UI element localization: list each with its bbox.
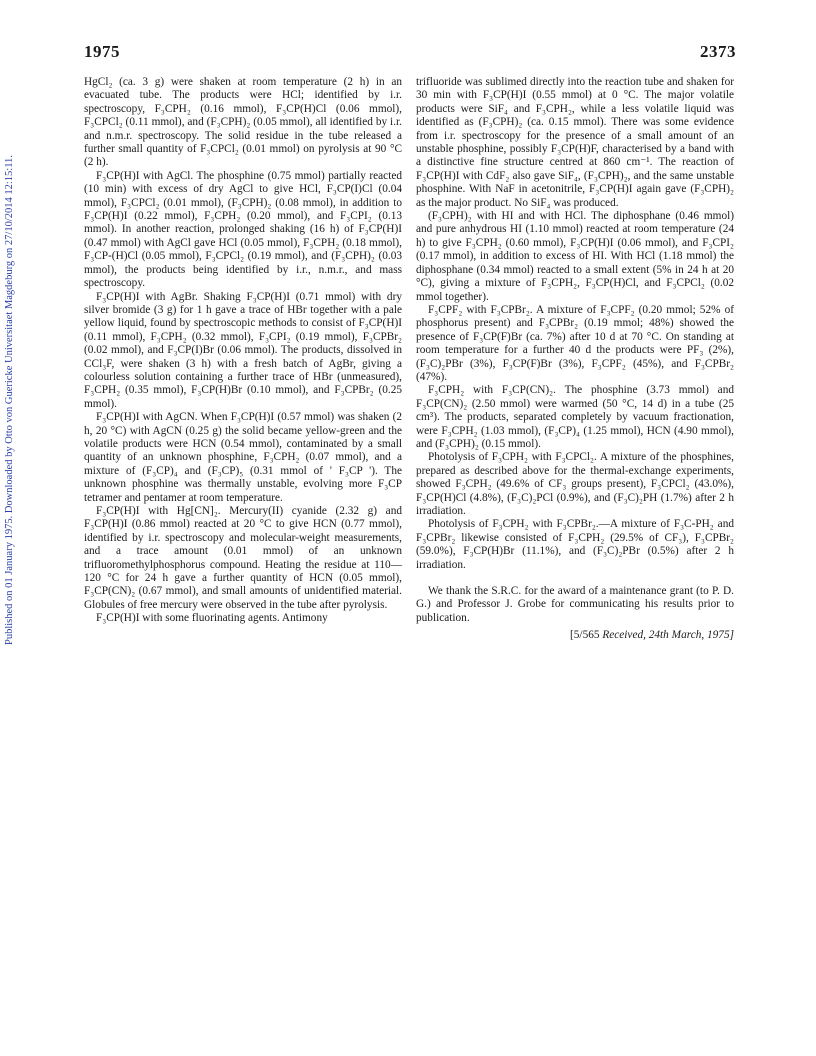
- paragraph: (F₃CPH)₂ with HI and with HCl. The diphosphane (0.46 mmol) and pure anhydrous HI (1.10 mmol) reacted at room temperature (24 h) to give F₃CPH₂ (0.60 mmol), F₃CP(H)I (0.06 mmol), and F₃CPI₂ (0.17 mmol), in addition to excess of HI. With HCl (1.18 mmol) the diphosphane (0.34 mmol) reacted to a small extent (5% in 24 h at 20 °C), giving a mixture of F₃CPH₂, F₃CP(H)Cl, and F₃CPCl₂ (0.02 mmol together).: [416, 210, 734, 303]
- paragraph: HgCl₂ (ca. 3 g) were shaken at room temperature (2 h) in an evacuated tube. The products were HCl; identified by i.r. spectroscopy, F₃CPH₂ (0.16 mmol), F₃CP(H)Cl (0.06 mmol), F₃CPCl₂ (0.11 mmol), and (F₃CPH)₂ (0.05 mmol), all identified by i.r. and n.m.r. spectroscopy. The solid residue in the tube released a further small quantity of F₃CPCl₂ (0.01 mmol) on pyrolysis at 90 °C (2 h).: [84, 76, 402, 169]
- paragraph: F₃CP(H)I with AgCl. The phosphine (0.75 mmol) partially reacted (10 min) with excess of dry AgCl to give HCl, F₃CP(I)Cl (0.04 mmol), F₃CPCl₂ (0.01 mmol), (F₃CPH)₂ (0.08 mmol), in addition to F₃CP(H)I (0.22 mmol), F₃CPH₂ (0.20 mmol), and F₃CPI₂ (0.13 mmol). In another reaction, prolonged shaking (16 h) of F₃CP(H)I (0.47 mmol) with AgCl gave HCl (0.05 mmol), F₃CPH₂ (0.18 mmol), F₃CP-(H)Cl (0.05 mmol), F₃CPCl₂ (0.19 mmol), and (F₃CPH)₂ (0.03 mmol), the products being identified by i.r., n.m.r., and mass spectroscopy.: [84, 169, 402, 290]
- header-year: 1975: [84, 42, 120, 61]
- publication-download-note: Published on 01 January 1975. Downloaded by Otto von Guericke Universitaet Magdeburg on 27/10/2014 12:15:11.: [4, 155, 15, 645]
- paragraph: trifluoride was sublimed directly into the reaction tube and shaken for 30 min with F₃CP(H)I (0.55 mmol) at 0 °C. The major volatile products were SiF₄ and F₃CPH₂, while a less volatile liquid was identified as (F₃CPH)₂ (ca. 0.15 mmol). There was some evidence from i.r. spectroscopy for the presence of a small amount of an unstable phosphine, possibly F₃CP(H)F, characterised by a band with a distinctive fine structure centred at 860 cm⁻¹. The reaction of F₃CP(H)I with CdF₂ also gave SiF₄, (F₃CPH)₂, and the same unstable phosphine. With NaF in acetonitrile, F₃CP(H)I again gave (F₃CPH)₂ as the major product. No SiF₄ was produced.: [416, 76, 734, 209]
- paragraph: F₃CPF₂ with F₃CPBr₂. A mixture of F₃CPF₂ (0.20 mmol; 52% of phosphorus present) and F₃CPBr₂ (0.19 mmol; 48%) showed the presence of F₃CP(F)Br (ca. 7%) after 10 d at 70 °C. On standing at room temperature for a further 40 d the products were PF₃ (2%), (F₃C)₂PBr (3%), F₃CP(F)Br (3%), F₃CPF₂ (45%), and F₃CPBr₂ (47%).: [416, 303, 734, 383]
- manuscript-reference: [5/565: [570, 629, 600, 642]
- paragraph: F₃CP(H)I with Hg[CN]₂. Mercury(II) cyanide (2.32 g) and F₃CP(H)I (0.86 mmol) reacted at 20 °C to give HCN (0.77 mmol), identified by i.r. spectroscopy and molecular-weight measurements, and a trace amount (0.01 mmol) of an unknown trifluoromethylphosphorus compound. Heating the residue at 110—120 °C for 24 h gave a further quantity of HCN (0.05 mmol), F₃CP(CN)₂ (0.67 mmol), and small amounts of unidentified material. Globules of free mercury were observed in the tube after pyrolysis.: [84, 505, 402, 611]
- paragraph: F₃CPH₂ with F₃CP(CN)₂. The phosphine (3.73 mmol) and F₃CP(CN)₂ (2.50 mmol) were warmed (50 °C, 14 d) in a tube (25 cm³). The products, separated completely by vacuum fractionation, were F₃CPH₂ (1.03 mmol), (F₃CP)₄ (1.25 mmol), HCN (4.90 mmol), and (F₃CPH)₂ (0.15 mmol).: [416, 384, 734, 450]
- received-date: [416, 629, 734, 642]
- header-page-number: 2373: [700, 42, 736, 61]
- right-column: [416, 76, 734, 643]
- paragraph: Photolysis of F₃CPH₂ with F₃CPCl₂. A mixture of the phosphines, prepared as described above for the thermal-exchange experiments, showed F₃CPH₂ (49.6% of CF₃ groups present), F₃CPCl₂ (43.0%), F₃CP(H)Cl (4.8%), (F₃C)₂PCl (0.9%), and (F₃C)₂PH (1.7%) after 2 h irradiation.: [416, 451, 734, 517]
- paragraph: Photolysis of F₃CPH₂ with F₃CPBr₂.—A mixture of F₃C-PH₂ and F₃CPBr₂ likewise consisted of F₃CPH₂ (29.5% of CF₃), F₃CPBr₂ (59.0%), F₃CP(H)Br (11.1%), and (F₃C)₂PBr (0.5%) after 2 h irradiation.: [416, 518, 734, 571]
- paragraph: F₃CP(H)I with AgBr. Shaking F₃CP(H)I (0.71 mmol) with dry silver bromide (3 g) for 1 h gave a trace of HBr together with a pale yellow liquid, found by spectroscopic methods to consist of F₃CP(H)I (0.11 mmol), F₃CPH₂ (0.32 mmol), F₃CPI₂ (0.19 mmol), F₃CPBr₂ (0.02 mmol), and F₃CP(I)Br (0.06 mmol). The products, dissolved in CCl₃F, were shaken (3 h) with a fresh batch of AgBr, giving a colourless solution containing a further trace of HBr (unmeasured), F₃CPH₂ (0.35 mmol), F₃CP(H)Br (0.10 mmol), and F₃CPBr₂ (0.25 mmol).: [84, 290, 402, 410]
- received-text: Received, 24th March, 1975]: [602, 629, 734, 642]
- acknowledgement: We thank the S.R.C. for the award of a maintenance grant (to P. D. G.) and Professor J. Grobe for communicating his results prior to publication.: [416, 585, 734, 624]
- paragraph: F₃CP(H)I with some fluorinating agents. Antimony: [96, 612, 328, 625]
- left-column: [84, 76, 402, 626]
- paragraph: F₃CP(H)I with AgCN. When F₃CP(H)I (0.57 mmol) was shaken (2 h, 20 °C) with AgCN (0.25 g) the solid became yellow-green and the volatile products were HCN (0.54 mmol), contaminated by a small quantity of an unknown phosphine, F₃CPH₂ (0.07 mmol), and a mixture of (F₃CP)₄ and (F₃CP)₅ (0.31 mmol of ' F₃CP '). The unknown phosphine was thermally unstable, evolving more F₃CP tetramer and pentamer at room temperature.: [84, 411, 402, 504]
